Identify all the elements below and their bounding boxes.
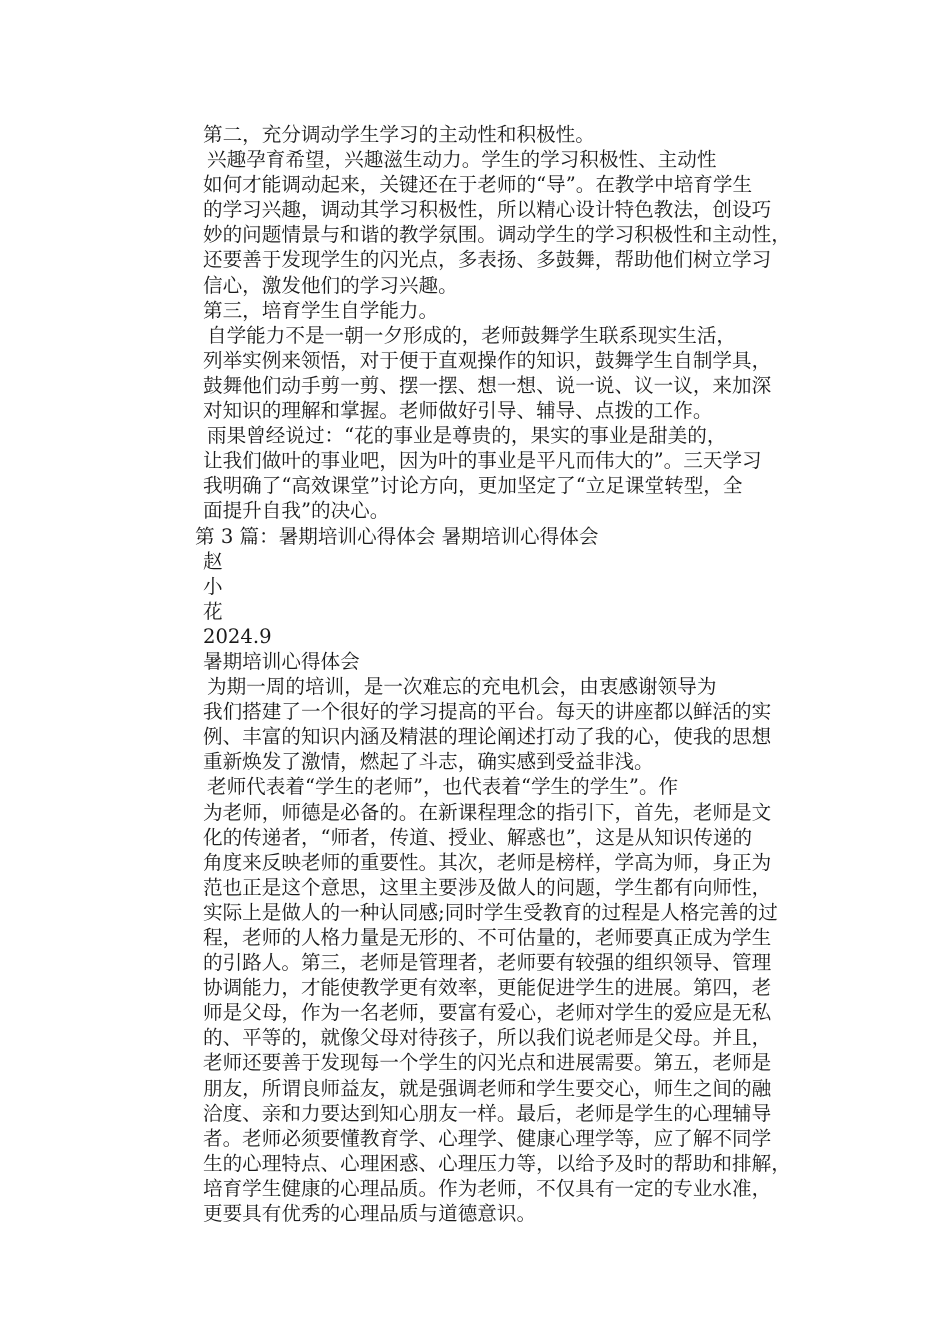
text-line: 的学习兴趣，调动其学习积极性，所以精心设计特色教法，创设巧 (203, 198, 772, 222)
text-line: 师是父母，作为一名老师，要富有爱心，老师对学生的爱应是无私 (203, 1001, 772, 1025)
text-line: 第二，充分调动学生学习的主动性和积极性。 (203, 123, 595, 146)
text-line: 赵 (203, 549, 223, 573)
text-line: 朋友，所谓良师益友，就是强调老师和学生要交心，师生之间的融 (203, 1076, 772, 1100)
paragraph (203, 549, 825, 674)
text-line: 范也正是这个意思，这里主要涉及做人的问题，学生都有向师性， (203, 875, 772, 899)
text-line: 兴趣孕育希望，兴趣滋生动力。学生的学习积极性、主动性 (207, 148, 717, 172)
text-line: 小 (203, 574, 223, 598)
text-line: 程，老师的人格力量是无形的、不可估量的，老师要真正成为学生 (203, 926, 772, 949)
text-line: 者。老师必须要懂教育学、心理学、健康心理学等，应了解不同学 (203, 1126, 772, 1150)
paragraph (203, 674, 825, 774)
text-line: 鼓舞他们动手剪一剪、摆一摆、想一想、说一说、议一议，来加深 (203, 373, 772, 397)
text-line: 洽度、亲和力要达到知心朋友一样。最后，老师是学生的心理辅导 (203, 1101, 772, 1125)
text-line: 化的传递者，“师者，传道、授业、解惑也”，这是从知识传递的 (203, 825, 753, 849)
text-line: 雨果曾经说过：“花的事业是尊贵的，果实的事业是甜美的， (207, 424, 727, 448)
text-line: 列举实例来领悟，对于便于直观操作的知识，鼓舞学生自制学具， (203, 348, 772, 372)
text-line: 培育学生健康的心理品质。作为老师，不仅具有一定的专业水准， (203, 1176, 772, 1200)
paragraph (203, 423, 825, 523)
paragraph (203, 147, 825, 298)
text-line: 第三，培育学生自学能力。 (203, 298, 439, 322)
text-line: 信心，激发他们的学习兴趣。 (203, 273, 458, 297)
text-line: 面提升自我”的决心。 (203, 499, 390, 523)
text-line: 如何才能调动起来，关键还在于老师的“导”。在教学中培育学生 (203, 173, 753, 197)
text-line: 例、丰富的知识内涵及精湛的理论阐述打动了我的心，使我的思想 (203, 725, 772, 749)
text-line: 自学能力不是一朝一夕形成的，老师鼓舞学生联系现实生活， (207, 323, 737, 347)
text-line: 暑期培训心得体会 (203, 649, 360, 673)
paragraph (203, 298, 825, 323)
text-line: 花 (203, 599, 223, 623)
text-line: 为老师，师德是必备的。在新课程理念的指引下，首先，老师是文 (203, 800, 772, 824)
text-line: 实际上是做人的一种认同感;同时学生受教育的过程是人格完善的过 (203, 900, 778, 924)
text-line: 的、平等的，就像父母对待孩子，所以我们说老师是父母。并且， (203, 1026, 772, 1050)
paragraph (203, 122, 825, 147)
paragraph (203, 323, 825, 423)
text-line: 妙的问题情景与和谐的教学氛围。调动学生的学习积极性和主动性， (203, 223, 791, 247)
text-line: 让我们做叶的事业吧，因为叶的事业是平凡而伟大的”。三天学习 (203, 449, 762, 473)
text-line: 我们搭建了一个很好的学习提高的平台。每天的讲座都以鲜活的实 (203, 700, 772, 724)
text-line: 为期一周的培训，是一次难忘的充电机会，由衷感谢领导为 (207, 675, 717, 699)
text-line: 角度来反映老师的重要性。其次，老师是榜样，学高为师，身正为 (203, 850, 772, 874)
text-line: 协调能力，才能使教学更有效率，更能促进学生的进展。第四，老 (203, 976, 772, 1000)
text-line: 老师还要善于发现每一个学生的闪光点和进展需要。第五，老师是 (203, 1051, 772, 1075)
document-body (195, 122, 825, 1226)
text-line: 2024.9 (203, 624, 272, 648)
text-line: 生的心理特点、心理困惑、心理压力等，以给予及时的帮助和排解， (203, 1151, 791, 1175)
text-line: 更要具有优秀的心理品质与道德意识。 (203, 1202, 537, 1226)
text-line: 还要善于发现学生的闪光点，多表扬、多鼓舞，帮助他们树立学习 (203, 248, 772, 272)
section-heading (195, 524, 825, 549)
heading-text: 第 3 篇：暑期培训心得体会 暑期培训心得体会 (195, 524, 599, 548)
paragraph (203, 774, 825, 1226)
text-line: 老师代表着“学生的老师”，也代表着“学生的学生”。作 (207, 775, 679, 799)
text-line: 我明确了“高效课堂”讨论方向，更加坚定了“立足课堂转型，全 (203, 474, 743, 498)
text-line: 的引路人。第三，老师是管理者，老师要有较强的组织领导、管理 (203, 951, 772, 975)
text-line: 重新焕发了激情，燃起了斗志，确实感到受益非浅。 (203, 750, 654, 774)
text-line: 对知识的理解和掌握。老师做好引导、辅导、点拨的工作。 (203, 399, 713, 423)
